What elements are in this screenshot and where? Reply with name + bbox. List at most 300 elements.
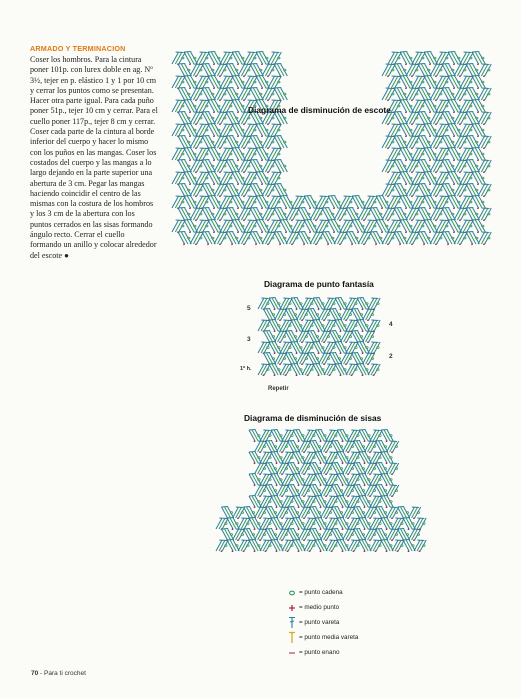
stitch-cell [280, 364, 292, 376]
stitch-cell [249, 452, 261, 465]
stitch-cell [226, 160, 239, 174]
stitch-cell [454, 184, 467, 197]
stitch-cell [400, 196, 413, 210]
stitch-cell [343, 507, 355, 519]
stitch-cell [337, 518, 349, 531]
stitch-cell [418, 232, 431, 246]
stitch-cell [394, 64, 407, 78]
stitch-cell [178, 232, 191, 246]
stitch-cell [343, 441, 355, 453]
legend-label: = medio punto [299, 604, 340, 611]
stitch-cell [275, 353, 287, 365]
page-footer [31, 670, 86, 677]
stitch-cell [202, 232, 215, 246]
stitch-cell [424, 172, 437, 186]
stitch-cell [178, 88, 191, 102]
stitch-cell [326, 540, 338, 552]
stitch-cell [190, 112, 203, 125]
stitch-cell [454, 88, 467, 101]
stitch-cell [381, 430, 393, 443]
fancy-stitch-diagram-title: Diagrama de punto fantasía [264, 279, 374, 289]
stitch-cell [478, 160, 491, 173]
stitch-cell [208, 52, 221, 66]
stitch-cell [418, 160, 431, 174]
stitch-cell [394, 184, 407, 198]
stitch-cell [299, 441, 311, 453]
stitch-cell [178, 64, 191, 78]
stitch-cell [392, 540, 404, 552]
stitch-cell [370, 540, 382, 552]
stitch-cell [274, 160, 287, 174]
stitch-cell [346, 232, 359, 246]
stitch-cell [394, 88, 407, 102]
stitch-cell [315, 540, 327, 553]
stitch-cell [442, 64, 455, 78]
stitch-cell [472, 100, 485, 114]
stitch-cell [291, 342, 303, 355]
stitch-cell [472, 172, 485, 186]
stitch-cell [269, 320, 281, 333]
stitch-cell [214, 160, 227, 173]
stitch-cell [190, 232, 203, 245]
stitch-cell [184, 220, 197, 234]
stitch-cell [394, 208, 407, 222]
stitch-cell [478, 112, 491, 125]
stitch-cell [297, 331, 309, 343]
stitch-cell [238, 540, 250, 552]
stitch-cell [418, 184, 431, 198]
stitch-cell [478, 64, 491, 77]
stitch-cell [466, 184, 479, 198]
stitch-cell [184, 100, 197, 114]
stitch-cell [400, 52, 413, 66]
stitch-cell [256, 76, 269, 90]
stitch-cell [430, 88, 443, 101]
stitch-cell [214, 64, 227, 77]
armhole-diagram-title: Diagrama de disminución de sisas [244, 413, 382, 423]
stitch-cell [190, 64, 203, 77]
stitch-cell [255, 463, 267, 475]
stitch-cell [400, 124, 413, 138]
assembly-section [30, 44, 158, 261]
stitch-cell [208, 172, 221, 186]
stitch-cell [298, 232, 311, 246]
stitch-cell [328, 196, 341, 210]
stitch-cell [346, 364, 358, 376]
stitch-cell [304, 196, 317, 210]
half-double-crochet-icon [285, 631, 299, 644]
stitch-cell [478, 136, 491, 149]
stitch-cell [214, 112, 227, 125]
stitch-cell [466, 160, 479, 174]
stitch-cell [313, 342, 325, 355]
stitch-cell [394, 136, 407, 150]
stitch-cell [478, 184, 491, 197]
stitch-cell [382, 64, 395, 77]
stitch-cell [368, 342, 380, 354]
stitch-cell [424, 100, 437, 114]
stitch-cell [454, 136, 467, 149]
stitch-cell [472, 220, 485, 234]
stitch-cell [313, 320, 325, 333]
stitch-cell [363, 331, 375, 343]
stitch-cell [262, 160, 275, 173]
stitch-cell [226, 64, 239, 78]
stitch-cell [448, 196, 461, 210]
stitch-cell [190, 208, 203, 221]
stitch-cell [430, 232, 443, 245]
stitch-cell [277, 529, 289, 541]
stitch-cell [424, 124, 437, 138]
stitch-cell [262, 232, 275, 245]
stitch-cell [343, 529, 355, 541]
stitch-cell [341, 331, 353, 343]
stitch-cell [315, 452, 327, 465]
stitch-cell [466, 64, 479, 78]
stitch-cell [190, 184, 203, 197]
stitch-cell [346, 208, 359, 222]
stitch-cell [275, 309, 287, 321]
stitch-cell [178, 184, 191, 198]
stitch-cell [414, 540, 426, 552]
stitch-cell [357, 342, 369, 355]
stitch-cell [334, 232, 347, 245]
armhole-stitch-chart [212, 428, 434, 556]
stitch-cell [430, 208, 443, 221]
stitch-cell [368, 364, 380, 376]
stitch-cell [208, 124, 221, 138]
stitch-cell [184, 196, 197, 210]
stitch-cell [382, 208, 395, 221]
stitch-cell [409, 529, 421, 541]
stitch-cell [319, 353, 331, 365]
stitch-cell [376, 196, 389, 210]
stitch-cell [274, 184, 287, 198]
stitch-cell [277, 507, 289, 519]
stitch-cell [337, 474, 349, 487]
stitch-cell [178, 160, 191, 174]
row-label-3: 3 [247, 336, 251, 343]
stitch-cell [291, 298, 303, 311]
stitch-cell [208, 220, 221, 234]
stitch-cell [286, 208, 299, 221]
stitch-cell [315, 518, 327, 531]
stitch-cell [400, 172, 413, 186]
stitch-cell [274, 232, 287, 246]
stitch-cell [274, 64, 287, 78]
stitch-cell [250, 160, 263, 174]
stitch-cell [298, 208, 311, 222]
stitch-cell [472, 52, 485, 66]
stitch-cell [448, 148, 461, 162]
legend-item-double [285, 615, 358, 630]
stitch-cell [227, 540, 239, 553]
stitch-cell [348, 540, 360, 552]
stitch-cell [315, 474, 327, 487]
stitch-cell [214, 88, 227, 101]
stitch-cell [352, 220, 365, 234]
stitch-cell [448, 220, 461, 234]
stitch-cell [262, 64, 275, 77]
stitch-cell [262, 136, 275, 149]
stitch-cell [478, 88, 491, 101]
stitch-cell [328, 220, 341, 234]
stitch-cell [291, 364, 303, 377]
stitch-cell [214, 136, 227, 149]
section-heading: ARMADO Y TERMINACION [30, 44, 126, 53]
stitch-cell [403, 540, 415, 553]
stitch-cell [190, 136, 203, 149]
stitch-cell [418, 88, 431, 102]
stitch-cell [343, 485, 355, 497]
stitch-cell [442, 88, 455, 102]
stitch-cell [238, 208, 251, 221]
stitch-cell [394, 232, 407, 246]
stitch-cell [472, 196, 485, 210]
stitch-cell [178, 136, 191, 150]
stitch-cell [269, 342, 281, 355]
stitch-cell [256, 124, 269, 138]
stitch-cell [343, 463, 355, 475]
stitch-cell [232, 100, 245, 114]
stitch-cell [321, 529, 333, 541]
stitch-cell [387, 507, 399, 519]
stitch-cell [466, 88, 479, 102]
stitch-cell [291, 320, 303, 333]
stitch-legend [285, 585, 358, 660]
stitch-cell [382, 184, 395, 197]
stitch-cell [448, 100, 461, 114]
stitch-cell [334, 208, 347, 221]
stitch-cell [238, 232, 251, 245]
stitch-cell [271, 474, 283, 487]
stitch-cell [202, 136, 215, 150]
stitch-cell [232, 172, 245, 186]
stitch-cell [208, 100, 221, 114]
stitch-cell [315, 496, 327, 509]
stitch-cell [282, 540, 294, 552]
stitch-cell [358, 232, 371, 245]
legend-label: = punto enano [299, 649, 340, 656]
stitch-cell [337, 430, 349, 443]
stitch-cell [202, 88, 215, 102]
stitch-cell [178, 112, 191, 126]
stitch-cell [478, 232, 491, 245]
stitch-cell [226, 136, 239, 150]
stitch-cell [299, 485, 311, 497]
stitch-cell [406, 184, 419, 197]
stitch-cell [337, 540, 349, 553]
stitch-cell [387, 485, 399, 497]
stitch-cell [313, 298, 325, 311]
stitch-cell [478, 208, 491, 221]
stitch-cell [406, 136, 419, 149]
stitch-cell [418, 136, 431, 150]
page-number: 70 [31, 670, 39, 677]
armhole-decrease-diagram [212, 428, 434, 556]
stitch-cell [271, 430, 283, 443]
stitch-cell [466, 136, 479, 150]
stitch-cell [382, 232, 395, 245]
stitch-cell [359, 452, 371, 465]
stitch-cell [337, 496, 349, 509]
stitch-cell [249, 430, 261, 443]
stitch-cell [262, 184, 275, 197]
stitch-cell [394, 112, 407, 126]
row-label-2: 2 [389, 353, 393, 360]
stitch-cell [381, 540, 393, 553]
stitch-cell [359, 518, 371, 531]
stitch-cell [208, 76, 221, 90]
stitch-cell [365, 529, 377, 541]
stitch-cell [406, 208, 419, 221]
stitch-cell [337, 452, 349, 465]
repeat-label: Repetir [268, 386, 289, 392]
stitch-cell [381, 518, 393, 531]
stitch-cell [250, 88, 263, 102]
stitch-cell [376, 220, 389, 234]
stitch-cell [454, 64, 467, 77]
stitch-cell [406, 160, 419, 173]
fancy-stitch-chart [254, 296, 384, 384]
stitch-cell [442, 184, 455, 198]
stitch-cell [310, 208, 323, 221]
double-crochet-icon [285, 616, 299, 629]
stitch-cell [442, 160, 455, 174]
stitch-cell [368, 320, 380, 332]
stitch-cell [304, 540, 316, 552]
stitch-cell [365, 441, 377, 453]
stitch-cell [269, 364, 281, 377]
stitch-cell [297, 353, 309, 365]
stitch-cell [357, 320, 369, 333]
stitch-cell [363, 309, 375, 321]
stitch-cell [400, 100, 413, 114]
stitch-cell [352, 196, 365, 210]
stitch-cell [250, 64, 263, 78]
stitch-cell [226, 112, 239, 126]
stitch-cell [403, 518, 415, 531]
stitch-cell [233, 529, 245, 541]
stitch-cell [280, 220, 293, 234]
assembly-paragraph-1: Coser los hombros. Para la cintura poner 101p. con lurex doble en ag. Nº 3½, tejer en p. elástico 1 y 1 por 10 cm y cerrar los puntos como se presentan. Hacer otra parte igual. Para cada puño poner 51p., tejer 10 cm y cerrar. Para el cuello poner 117p., tejer 8 cm y cerrar. [30, 55, 158, 126]
stitch-cell [406, 64, 419, 77]
stitch-cell [454, 160, 467, 173]
stitch-cell [304, 220, 317, 234]
stitch-cell [299, 463, 311, 475]
stitch-cell [238, 88, 251, 101]
stitch-cell [269, 298, 281, 311]
stitch-cell [442, 112, 455, 126]
assembly-paragraph-2: Coser cada parte de la cintura al borde inferior del cuerpo y hacer lo mismo con los puños en las mangas. Coser los costados del cuerpo y las mangas a lo largo dejando en la parte superior una abertura de 3 cm. Pegar las mangas haciendo coincidir el centro de las mismas con la costura de los hombros y los 3 cm de la abertura con los puntos cerrados en las sisas formando ángulo recto. Cerrar el cuello formando un anillo y colocar alrededor del escote ● [30, 127, 157, 260]
stitch-cell [256, 148, 269, 162]
stitch-cell [418, 112, 431, 126]
stitch-cell [202, 160, 215, 174]
stitch-cell [365, 507, 377, 519]
stitch-cell [430, 136, 443, 149]
stitch-cell [335, 320, 347, 333]
neckline-diagram-title: Diagrama de disminución de escote [248, 105, 391, 115]
stitch-cell [359, 540, 371, 553]
stitch-cell [255, 441, 267, 453]
stitch-cell [249, 474, 261, 487]
stitch-cell [262, 208, 275, 221]
stitch-cell [466, 112, 479, 126]
legend-label: = punto cadena [299, 589, 343, 596]
stitch-cell [232, 124, 245, 138]
stitch-cell [249, 540, 261, 553]
stitch-cell [274, 208, 287, 222]
stitch-cell [238, 136, 251, 149]
legend-item-single [285, 600, 358, 615]
stitch-cell [297, 309, 309, 321]
stitch-cell [454, 208, 467, 221]
stitch-cell [227, 518, 239, 531]
stitch-cell [274, 88, 287, 102]
stitch-cell [178, 208, 191, 222]
stitch-cell [424, 148, 437, 162]
stitch-cell [359, 496, 371, 509]
stitch-cell [238, 184, 251, 197]
stitch-cell [256, 220, 269, 234]
stitch-cell [424, 52, 437, 66]
stitch-cell [321, 441, 333, 453]
stitch-cell [315, 430, 327, 443]
legend-item-chain [285, 585, 358, 600]
stitch-cell [335, 298, 347, 311]
stitch-cell [302, 364, 314, 376]
stitch-cell [382, 160, 395, 173]
stitch-cell [382, 136, 395, 149]
stitch-cell [321, 485, 333, 497]
legend-item-slip [285, 645, 358, 660]
stitch-cell [238, 64, 251, 77]
stitch-cell [382, 88, 395, 101]
stitch-cell [277, 485, 289, 497]
stitch-cell [271, 452, 283, 465]
stitch-cell [442, 208, 455, 222]
stitch-cell [430, 64, 443, 77]
stitch-cell [299, 507, 311, 519]
stitch-cell [387, 529, 399, 541]
stitch-cell [293, 474, 305, 487]
stitch-cell [232, 76, 245, 90]
stitch-cell [359, 430, 371, 443]
stitch-cell [406, 232, 419, 245]
stitch-cell [256, 196, 269, 210]
stitch-cell [319, 309, 331, 321]
stitch-cell [202, 64, 215, 78]
stitch-cell [448, 172, 461, 186]
stitch-cell [275, 331, 287, 343]
stitch-cell [232, 196, 245, 210]
stitch-cell [424, 76, 437, 90]
stitch-cell [370, 232, 383, 246]
stitch-cell [250, 208, 263, 222]
stitch-cell [277, 441, 289, 453]
stitch-cell [226, 184, 239, 198]
stitch-cell [233, 507, 245, 519]
stitch-cell [202, 184, 215, 198]
stitch-cell [430, 160, 443, 173]
stitch-cell [424, 196, 437, 210]
stitch-cell [293, 430, 305, 443]
stitch-cell [448, 76, 461, 90]
stitch-cell [418, 208, 431, 222]
stitch-cell [256, 172, 269, 186]
stitch-cell [363, 353, 375, 365]
stitch-cell [250, 232, 263, 246]
